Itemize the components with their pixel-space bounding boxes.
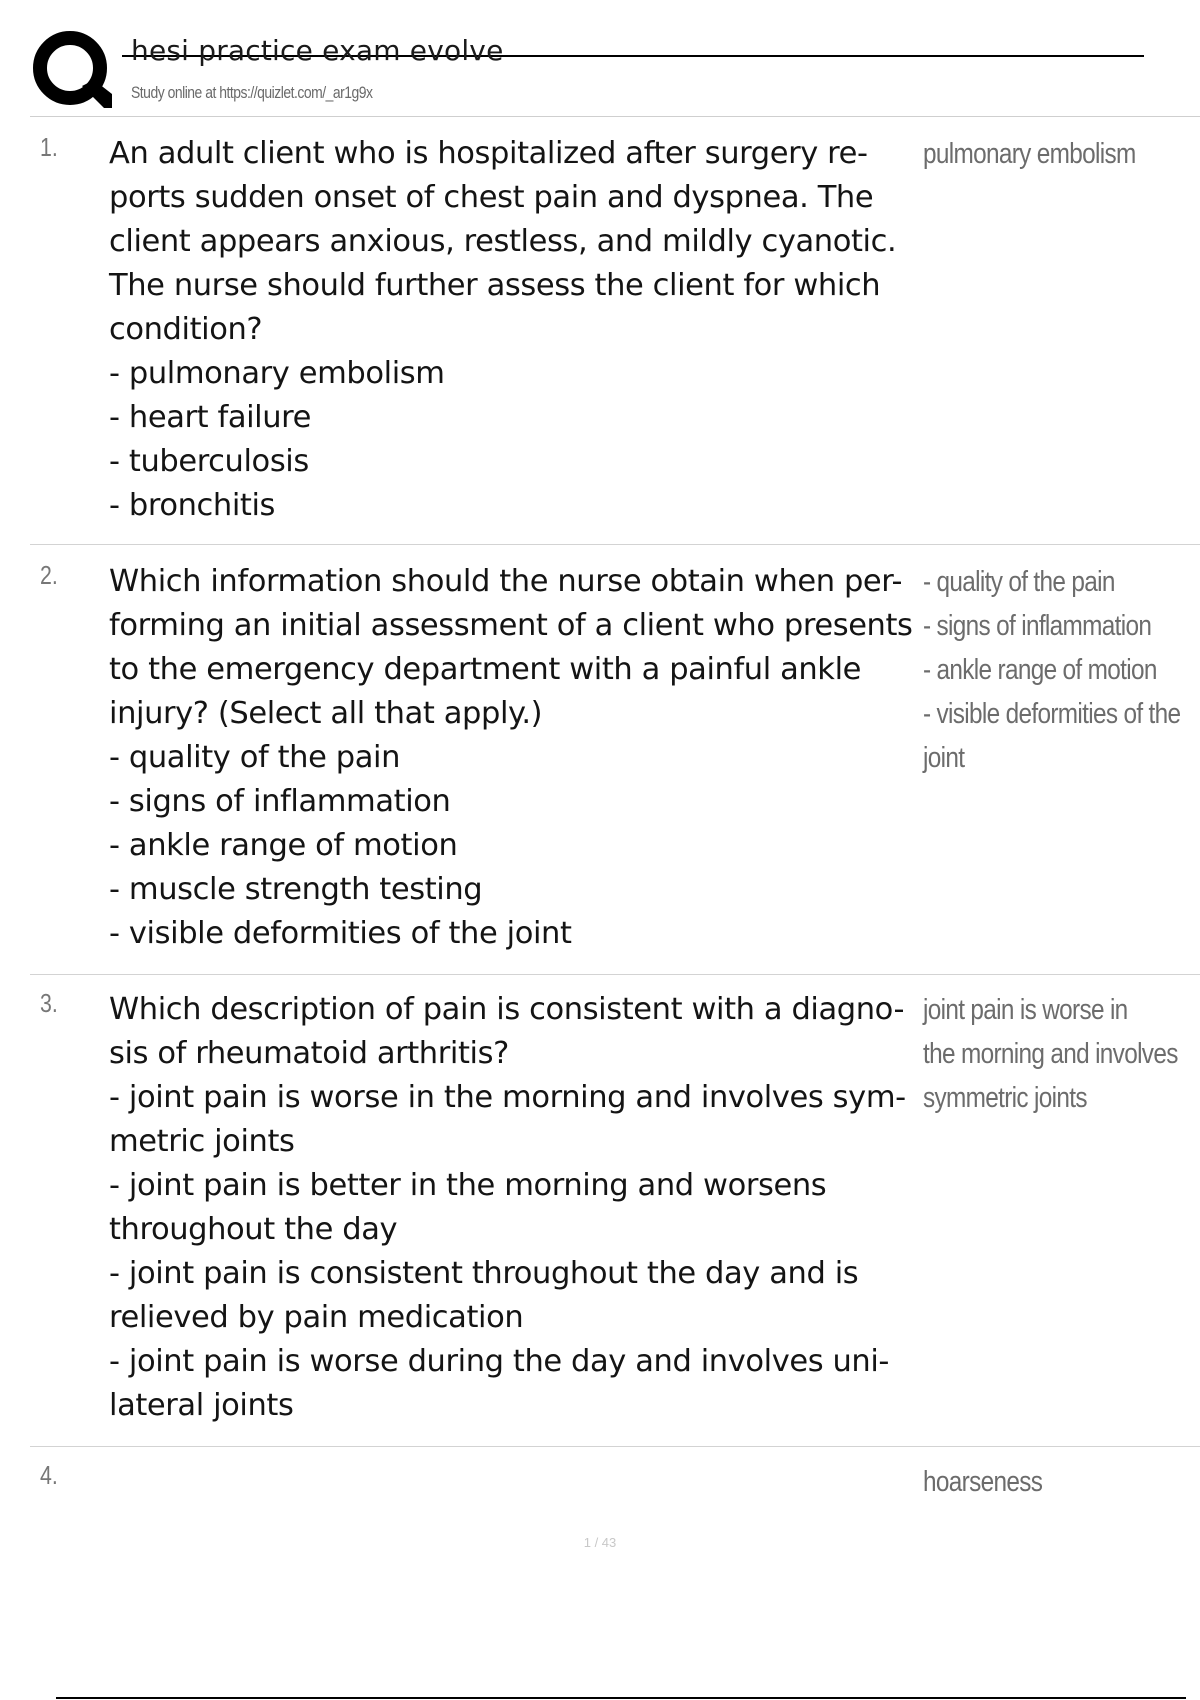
question-number: 3.	[40, 988, 58, 1018]
option-line: - tuberculosis	[109, 444, 309, 479]
question-line: injury? (Select all that apply.)	[109, 696, 543, 731]
question-divider	[30, 1446, 1200, 1447]
option-line: - visible deformities of the joint	[109, 916, 572, 951]
answer-line: - quality of the pain	[923, 566, 1115, 598]
question-line: ports sudden onset of chest pain and dyspnea. The	[109, 180, 874, 215]
option-line: - joint pain is better in the morning and worsens	[109, 1168, 827, 1203]
option-line: - joint pain is worse during the day and involves uni-	[109, 1344, 890, 1379]
question-line: to the emergency department with a painful ankle	[109, 652, 862, 687]
option-line: - ankle range of motion	[109, 828, 458, 863]
question-block-3	[30, 988, 1200, 1446]
answer-line: hoarseness	[923, 1466, 1043, 1498]
question-divider	[30, 544, 1200, 545]
quizlet-logo-icon	[32, 30, 112, 110]
option-line: - joint pain is consistent throughout the day and is	[109, 1256, 859, 1291]
question-line: Which information should the nurse obtain when per-	[109, 564, 903, 599]
footer-divider	[56, 1697, 1186, 1699]
option-line: - heart failure	[109, 400, 312, 435]
option-line: lateral joints	[109, 1388, 294, 1423]
question-number: 1.	[40, 132, 58, 162]
answer-line: - ankle range of motion	[923, 654, 1157, 686]
answer-line: pulmonary embolism	[923, 138, 1136, 170]
question-line: condition?	[109, 312, 263, 347]
answer-line: - signs of inflammation	[923, 610, 1152, 642]
answer-column	[923, 560, 1200, 780]
question-line: client appears anxious, restless, and mildly cyanotic.	[109, 224, 897, 259]
page-number: 1 / 43	[583, 1535, 617, 1550]
answer-line: joint	[923, 742, 965, 774]
question-line: Which description of pain is consistent with a diagno-	[109, 992, 905, 1027]
question-line: The nurse should further assess the client for which	[109, 268, 881, 303]
header-divider	[30, 116, 1200, 117]
option-line: - quality of the pain	[109, 740, 401, 775]
answer-line: joint pain is worse in	[923, 994, 1128, 1026]
option-line: throughout the day	[109, 1212, 398, 1247]
option-line: - muscle strength testing	[109, 872, 483, 907]
option-line: - joint pain is worse in the morning and involves sym-	[109, 1080, 906, 1115]
document-title: hesi practice exam evolve	[131, 34, 504, 67]
option-line: relieved by pain medication	[109, 1300, 524, 1335]
document-subtitle: Study online at https://quizlet.com/_ar1g9x	[131, 83, 373, 102]
question-line: forming an initial assessment of a client who presents	[109, 608, 913, 643]
question-line: An adult client who is hospitalized after surgery re-	[109, 136, 868, 171]
answer-column	[923, 132, 1200, 176]
option-line: - signs of inflammation	[109, 784, 451, 819]
question-body	[109, 988, 929, 1428]
question-block-2	[30, 560, 1200, 974]
question-number: 2.	[40, 560, 58, 590]
option-line: - bronchitis	[109, 488, 276, 523]
question-body	[109, 560, 929, 956]
option-line: - pulmonary embolism	[109, 356, 445, 391]
answer-line: - visible deformities of the	[923, 698, 1181, 730]
question-line: sis of rheumatoid arthritis?	[109, 1036, 509, 1071]
question-body	[109, 132, 929, 528]
question-number: 4.	[40, 1460, 58, 1490]
answer-column	[923, 988, 1200, 1120]
option-line: metric joints	[109, 1124, 295, 1159]
answer-line: symmetric joints	[923, 1082, 1087, 1114]
answer-column	[923, 1460, 1200, 1504]
question-divider	[30, 974, 1200, 975]
question-block-1	[30, 132, 1200, 544]
answer-line: the morning and involves	[923, 1038, 1178, 1070]
question-block-4	[30, 1460, 1200, 1520]
